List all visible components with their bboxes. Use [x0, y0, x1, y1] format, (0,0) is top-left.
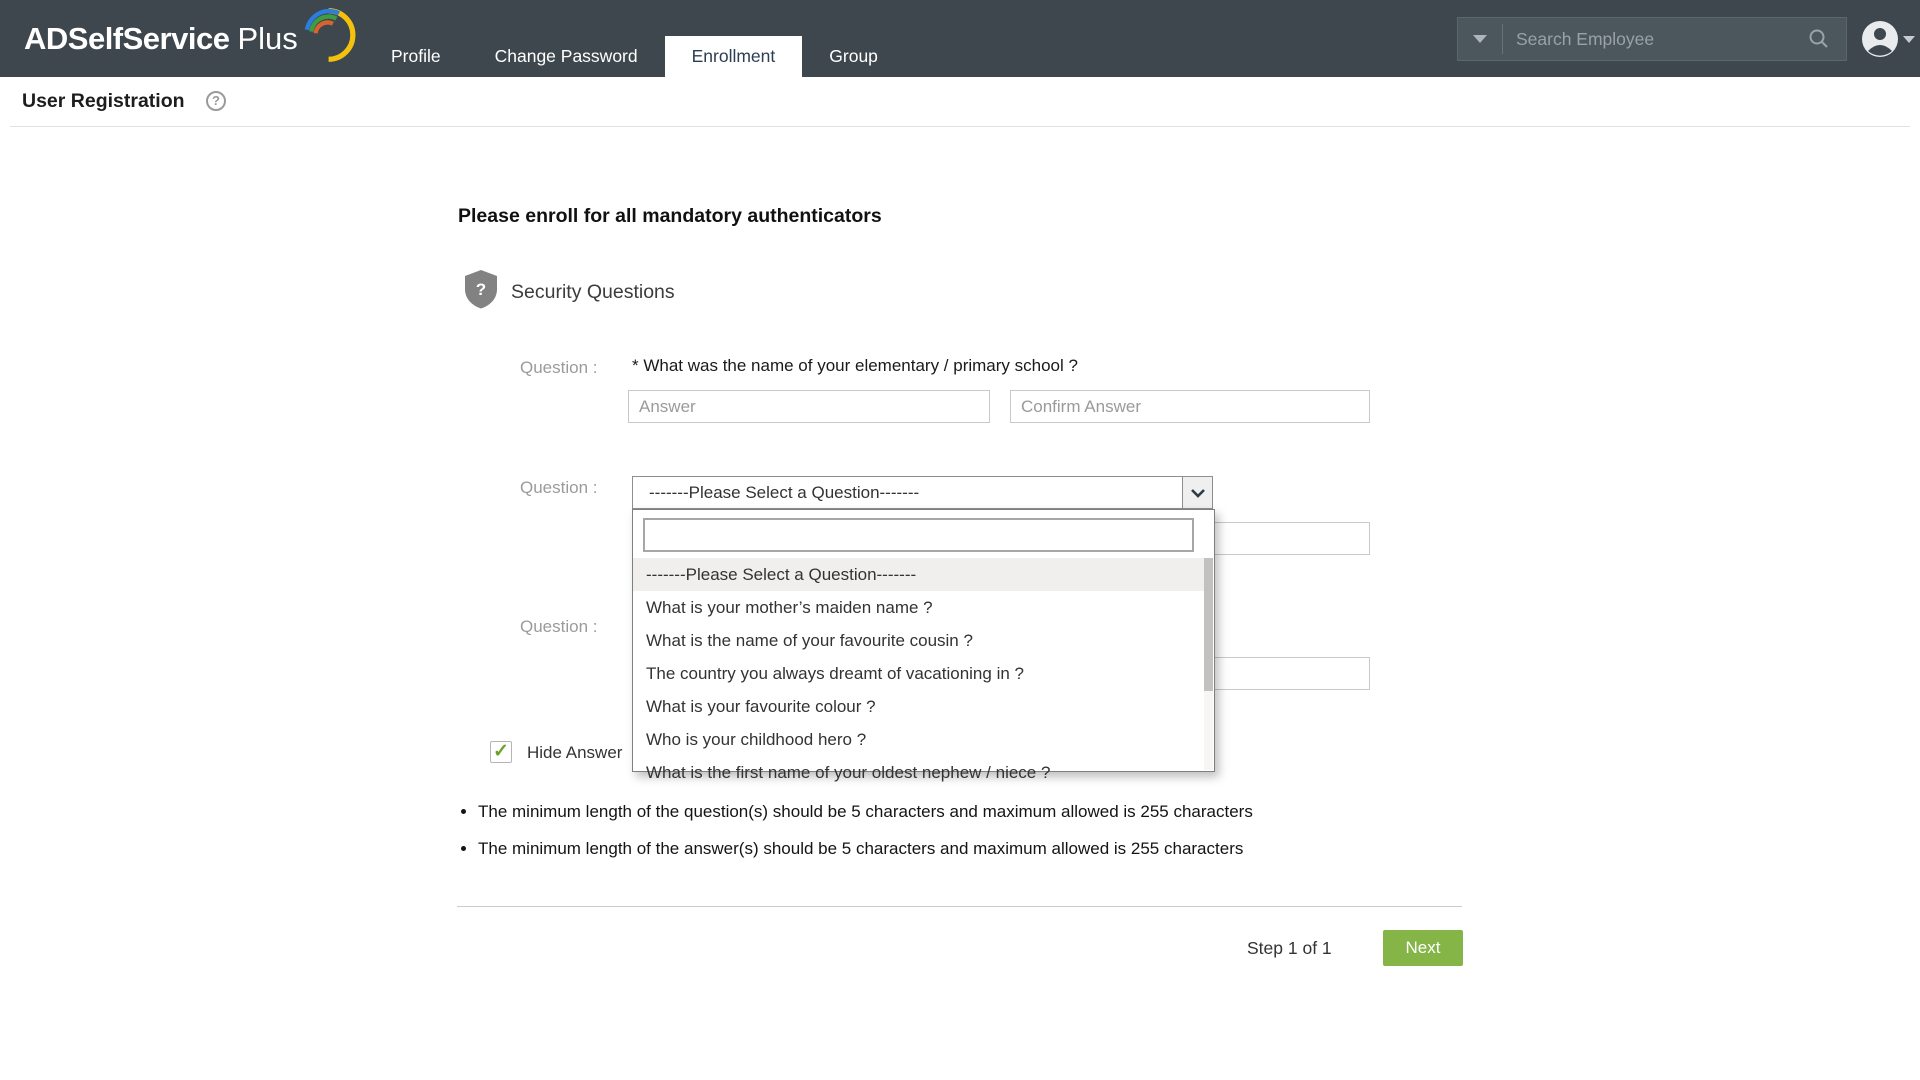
- confirm-answer-input-1[interactable]: [1010, 390, 1370, 423]
- security-shield-icon: [463, 269, 499, 309]
- svg-text:?: ?: [475, 280, 487, 299]
- note-answer-length: • The minimum length of the answer(s) should be 5 characters and maximum allowed is 255 characters: [478, 839, 1253, 859]
- note-question-length: • The minimum length of the question(s) should be 5 characters and maximum allowed is 255 characters: [478, 802, 1253, 822]
- enroll-heading: Please enroll for all mandatory authenticators: [458, 205, 882, 227]
- question-dropdown-panel: [632, 509, 1215, 782]
- tab-group[interactable]: Group: [829, 46, 878, 66]
- dropdown-scrollbar-thumb[interactable]: [1204, 558, 1213, 691]
- avatar-icon: [1861, 20, 1899, 58]
- enrollment-notes: [478, 802, 1253, 876]
- dropdown-option-list: [633, 558, 1204, 789]
- hide-answer-checkbox[interactable]: [490, 741, 512, 763]
- dropdown-option[interactable]: Who is your childhood hero ?: [646, 730, 867, 749]
- step-indicator: Step 1 of 1: [1247, 938, 1332, 958]
- brand-logo: [24, 0, 352, 77]
- user-menu[interactable]: [1861, 20, 1917, 58]
- tab-profile[interactable]: Profile: [391, 46, 441, 66]
- user-menu-caret-icon: [1903, 36, 1915, 43]
- page-title: User Registration: [22, 90, 185, 112]
- dropdown-option[interactable]: What is your mother’s maiden name ?: [646, 598, 933, 617]
- search-icon[interactable]: [1808, 28, 1830, 50]
- section-title: Security Questions: [511, 281, 675, 303]
- question-select-value: -------Please Select a Question-------: [649, 483, 920, 502]
- dropdown-option[interactable]: -------Please Select a Question-------: [633, 558, 1204, 591]
- search-input[interactable]: [1503, 29, 1808, 50]
- dropdown-option[interactable]: The country you always dreamt of vacationing in ?: [646, 664, 1024, 683]
- next-button[interactable]: Next: [1383, 930, 1463, 966]
- help-icon[interactable]: ?: [206, 91, 226, 111]
- page-header: [0, 77, 1920, 127]
- dropdown-option[interactable]: What is the first name of your oldest nephew / niece ?: [646, 763, 1051, 782]
- dropdown-search-input[interactable]: [643, 518, 1194, 552]
- answer-input-1[interactable]: [628, 390, 990, 423]
- question-1-text: * What was the name of your elementary / primary school ?: [632, 356, 1078, 375]
- employee-search: [1457, 17, 1847, 61]
- tab-change-password[interactable]: Change Password: [494, 46, 638, 66]
- dropdown-scrollbar[interactable]: [1204, 558, 1213, 770]
- question-select-2[interactable]: [632, 476, 1213, 509]
- question-label-1: Question :: [520, 358, 598, 377]
- main-nav: [364, 0, 905, 77]
- search-scope-caret-icon[interactable]: [1473, 35, 1487, 43]
- question-label-2: Question :: [520, 478, 598, 497]
- hide-answer-label: Hide Answer: [527, 743, 623, 762]
- dropdown-option[interactable]: What is the name of your favourite cousin ?: [646, 631, 973, 650]
- top-navbar: [0, 0, 1920, 77]
- question-label-3: Question :: [520, 617, 598, 636]
- brand-suffix: Plus: [237, 20, 298, 56]
- footer-divider: [457, 906, 1462, 907]
- brand-swirl-icon: [300, 5, 352, 65]
- chevron-down-icon[interactable]: [1182, 477, 1212, 508]
- tab-enrollment[interactable]: Enrollment: [665, 36, 803, 77]
- checkmark-icon: ✓: [493, 741, 509, 762]
- dropdown-option[interactable]: What is your favourite colour ?: [646, 697, 876, 716]
- brand-name: ADSelfService: [24, 20, 230, 56]
